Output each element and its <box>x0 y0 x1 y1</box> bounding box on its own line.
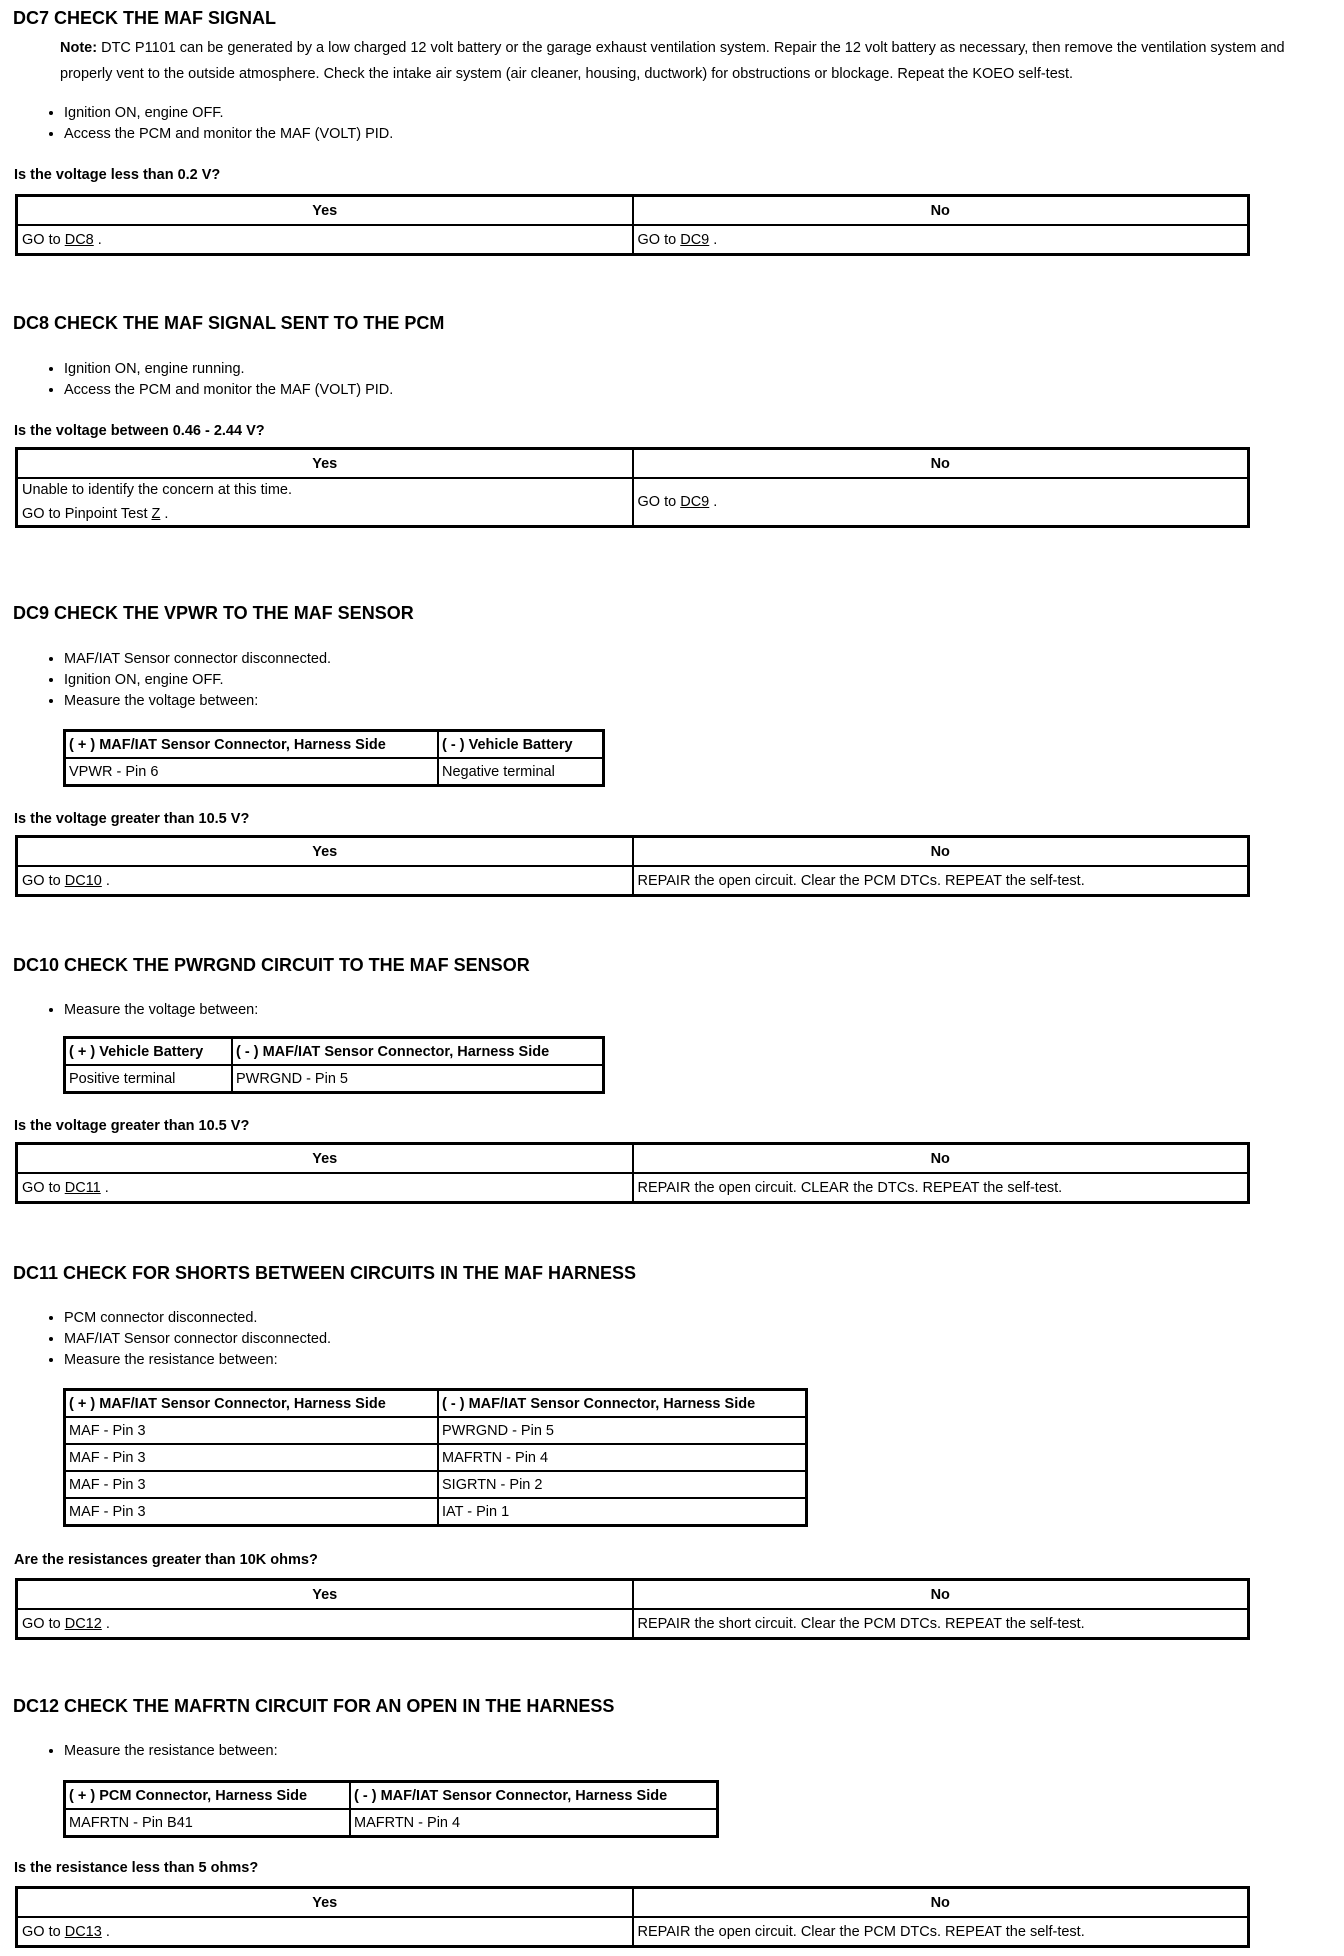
cell-text: . <box>160 506 169 522</box>
measurement-cell: PWRGND - Pin 5 <box>232 1065 604 1093</box>
yes-action <box>17 225 633 255</box>
goto-link[interactable]: Z <box>151 506 161 522</box>
yes-action <box>17 1609 633 1639</box>
goto-link[interactable]: DC10 <box>64 872 102 889</box>
no-action <box>633 866 1249 896</box>
bullet-item: • Measure the resistance between: <box>64 1350 331 1371</box>
yes-action <box>17 866 633 896</box>
cell-text: REPAIR the open circuit. Clear the PCM DTCs. REPEAT the self-test. <box>637 872 1085 889</box>
step-question: Are the resistances greater than 10K ohms? <box>14 1552 318 1568</box>
no-header: No <box>633 1888 1249 1918</box>
cell-text: . <box>709 494 718 510</box>
measurement-table <box>63 1036 605 1094</box>
step-title: DC7 CHECK THE MAF SIGNAL <box>13 8 277 28</box>
bullet-item: • Measure the resistance between: <box>64 1741 278 1762</box>
step-bullets <box>40 1741 278 1762</box>
measurement-cell: MAFRTN - Pin 4 <box>438 1444 807 1471</box>
cell-text: GO to <box>637 494 681 510</box>
cell-text: . <box>101 1923 110 1940</box>
step-title: DC8 CHECK THE MAF SIGNAL SENT TO THE PCM <box>13 313 445 333</box>
cell-line <box>638 232 1244 248</box>
yes-no-table <box>15 1142 1250 1204</box>
cell-line <box>22 1180 628 1196</box>
step-question: Is the voltage less than 0.2 V? <box>14 167 221 183</box>
yes-no-action-row <box>17 1917 1249 1947</box>
note <box>60 35 1340 87</box>
measurement-table <box>63 1780 719 1838</box>
step-title: DC10 CHECK THE PWRGND CIRCUIT TO THE MAF SENSOR <box>13 955 530 975</box>
yes-header: Yes <box>17 449 633 479</box>
measurement-cell: MAFRTN - Pin 4 <box>350 1809 718 1837</box>
cell-text: GO to <box>22 231 65 248</box>
no-action <box>633 478 1249 527</box>
measurement-header-row <box>65 731 604 759</box>
measurement-header: ( - ) MAF/IAT Sensor Connector, Harness Side <box>350 1782 718 1810</box>
step-bullets <box>40 103 393 145</box>
bullet-item: • Measure the voltage between: <box>64 691 331 712</box>
measurement-cell: Negative terminal <box>438 758 604 786</box>
cell-text: GO to <box>637 231 681 248</box>
yes-no-table <box>15 1886 1250 1948</box>
measurement-table <box>63 1388 808 1527</box>
cell-text: . <box>101 872 110 889</box>
goto-link[interactable]: DC12 <box>64 1615 102 1632</box>
step-bullets <box>40 1308 331 1371</box>
cell-line <box>638 494 1244 510</box>
cell-line <box>22 506 628 522</box>
no-header: No <box>633 837 1249 867</box>
yes-header: Yes <box>17 837 633 867</box>
cell-text: REPAIR the short circuit. Clear the PCM DTCs. REPEAT the self-test. <box>637 1615 1085 1632</box>
yes-header: Yes <box>17 1144 633 1174</box>
measurement-cell: VPWR - Pin 6 <box>65 758 439 786</box>
yes-no-action-row <box>17 866 1249 896</box>
bullet-item: • Ignition ON, engine running. <box>64 359 393 380</box>
cell-line <box>22 1924 628 1940</box>
cell-text: . <box>709 231 718 248</box>
cell-line <box>638 873 1244 889</box>
yes-no-header-row <box>17 837 1249 867</box>
step-title: DC9 CHECK THE VPWR TO THE MAF SENSOR <box>13 603 414 623</box>
measurement-header: ( - ) MAF/IAT Sensor Connector, Harness Side <box>232 1038 604 1066</box>
cell-text: GO to <box>22 1179 65 1196</box>
yes-no-action-row <box>17 1173 1249 1203</box>
yes-no-action-row <box>17 478 1249 527</box>
goto-link[interactable]: DC8 <box>64 231 94 248</box>
measurement-cell: MAF - Pin 3 <box>65 1471 439 1498</box>
cell-text: GO to Pinpoint Test <box>22 506 152 522</box>
no-header: No <box>633 1580 1249 1610</box>
cell-text: REPAIR the open circuit. CLEAR the DTCs. REPEAT the self-test. <box>637 1179 1063 1196</box>
measurement-header-row <box>65 1390 807 1418</box>
step-title: DC11 CHECK FOR SHORTS BETWEEN CIRCUITS IN THE MAF HARNESS <box>13 1263 637 1283</box>
measurement-header: ( + ) PCM Connector, Harness Side <box>65 1782 351 1810</box>
measurement-cell: Positive terminal <box>65 1065 233 1093</box>
bullet-item: • PCM connector disconnected. <box>64 1308 331 1329</box>
measurement-header: ( + ) MAF/IAT Sensor Connector, Harness Side <box>65 731 439 759</box>
bullet-item: • Access the PCM and monitor the MAF (VOLT) PID. <box>64 124 393 145</box>
cell-line <box>638 1180 1244 1196</box>
cell-line <box>638 1616 1244 1632</box>
no-header: No <box>633 1144 1249 1174</box>
note-label: Note: <box>60 40 98 56</box>
cell-text: GO to <box>22 1923 65 1940</box>
cell-text: REPAIR the open circuit. Clear the PCM DTCs. REPEAT the self-test. <box>637 1923 1085 1940</box>
goto-link[interactable]: DC11 <box>64 1179 101 1196</box>
measurement-header: ( + ) Vehicle Battery <box>65 1038 233 1066</box>
measurement-row <box>65 1471 807 1498</box>
bullet-item: • Ignition ON, engine OFF. <box>64 103 393 124</box>
bullet-item: • MAF/IAT Sensor connector disconnected. <box>64 649 331 670</box>
step-question: Is the voltage greater than 10.5 V? <box>14 811 250 827</box>
measurement-cell: MAF - Pin 3 <box>65 1498 439 1526</box>
cell-text: Unable to identify the concern at this time. <box>22 482 293 498</box>
cell-text: . <box>100 1179 109 1196</box>
cell-line <box>22 873 628 889</box>
measurement-header: ( - ) MAF/IAT Sensor Connector, Harness Side <box>438 1390 807 1418</box>
yes-no-header-row <box>17 1144 1249 1174</box>
yes-no-table <box>15 447 1250 528</box>
cell-text: . <box>93 231 102 248</box>
yes-no-table <box>15 835 1250 897</box>
cell-text: . <box>101 1615 110 1632</box>
yes-header: Yes <box>17 1888 633 1918</box>
bullet-item: • Ignition ON, engine OFF. <box>64 670 331 691</box>
measurement-row <box>65 1065 604 1093</box>
measurement-cell: MAFRTN - Pin B41 <box>65 1809 351 1837</box>
measurement-header: ( + ) MAF/IAT Sensor Connector, Harness Side <box>65 1390 439 1418</box>
no-action <box>633 1173 1249 1203</box>
yes-no-table <box>15 194 1250 256</box>
yes-no-header-row <box>17 1580 1249 1610</box>
cell-text: GO to <box>22 872 65 889</box>
cell-line <box>638 1924 1244 1940</box>
measurement-cell: MAF - Pin 3 <box>65 1444 439 1471</box>
step-question: Is the voltage greater than 10.5 V? <box>14 1118 250 1134</box>
yes-action <box>17 1917 633 1947</box>
goto-link[interactable]: DC9 <box>680 494 710 510</box>
step-bullets <box>40 359 393 401</box>
bullet-item: • Measure the voltage between: <box>64 1000 258 1021</box>
yes-no-header-row <box>17 449 1249 479</box>
measurement-header-row <box>65 1782 718 1810</box>
yes-header: Yes <box>17 1580 633 1610</box>
note-text: DTC P1101 can be generated by a low charged 12 volt battery or the garage exhaust ventilation system. Repair the 12 volt battery as necessary, then remove the ventilation system and properly vent to the outside atmosphere. Check the intake air system (air cleaner, housing, ductwork) for obstructions or blockage. Repeat the KOEO self-test. <box>60 40 1285 82</box>
yes-header: Yes <box>17 196 633 226</box>
yes-action <box>17 478 633 527</box>
measurement-header: ( - ) Vehicle Battery <box>438 731 604 759</box>
measurement-header-row <box>65 1038 604 1066</box>
yes-no-header-row <box>17 196 1249 226</box>
no-action <box>633 1609 1249 1639</box>
cell-line <box>22 1616 628 1632</box>
measurement-row <box>65 758 604 786</box>
measurement-table <box>63 729 605 787</box>
step-title: DC12 CHECK THE MAFRTN CIRCUIT FOR AN OPEN IN THE HARNESS <box>13 1696 615 1716</box>
no-header: No <box>633 449 1249 479</box>
measurement-row <box>65 1809 718 1837</box>
step-question: Is the resistance less than 5 ohms? <box>14 1860 259 1876</box>
measurement-row <box>65 1498 807 1526</box>
step-bullets <box>40 1000 258 1021</box>
yes-no-header-row <box>17 1888 1249 1918</box>
measurement-row <box>65 1444 807 1471</box>
bullet-item: • Access the PCM and monitor the MAF (VOLT) PID. <box>64 380 393 401</box>
step-bullets <box>40 649 331 712</box>
measurement-cell: PWRGND - Pin 5 <box>438 1417 807 1444</box>
yes-action <box>17 1173 633 1203</box>
cell-text: GO to <box>22 1615 65 1632</box>
yes-no-action-row <box>17 225 1249 255</box>
cell-line <box>22 232 628 248</box>
measurement-cell: MAF - Pin 3 <box>65 1417 439 1444</box>
bullet-item: • MAF/IAT Sensor connector disconnected. <box>64 1329 331 1350</box>
measurement-row <box>65 1417 807 1444</box>
cell-line <box>22 482 628 498</box>
measurement-cell: IAT - Pin 1 <box>438 1498 807 1526</box>
no-action <box>633 1917 1249 1947</box>
yes-no-table <box>15 1578 1250 1640</box>
no-action <box>633 225 1249 255</box>
measurement-cell: SIGRTN - Pin 2 <box>438 1471 807 1498</box>
no-header: No <box>633 196 1249 226</box>
goto-link[interactable]: DC9 <box>680 231 710 248</box>
goto-link[interactable]: DC13 <box>64 1923 102 1940</box>
yes-no-action-row <box>17 1609 1249 1639</box>
step-question: Is the voltage between 0.46 - 2.44 V? <box>14 423 265 439</box>
